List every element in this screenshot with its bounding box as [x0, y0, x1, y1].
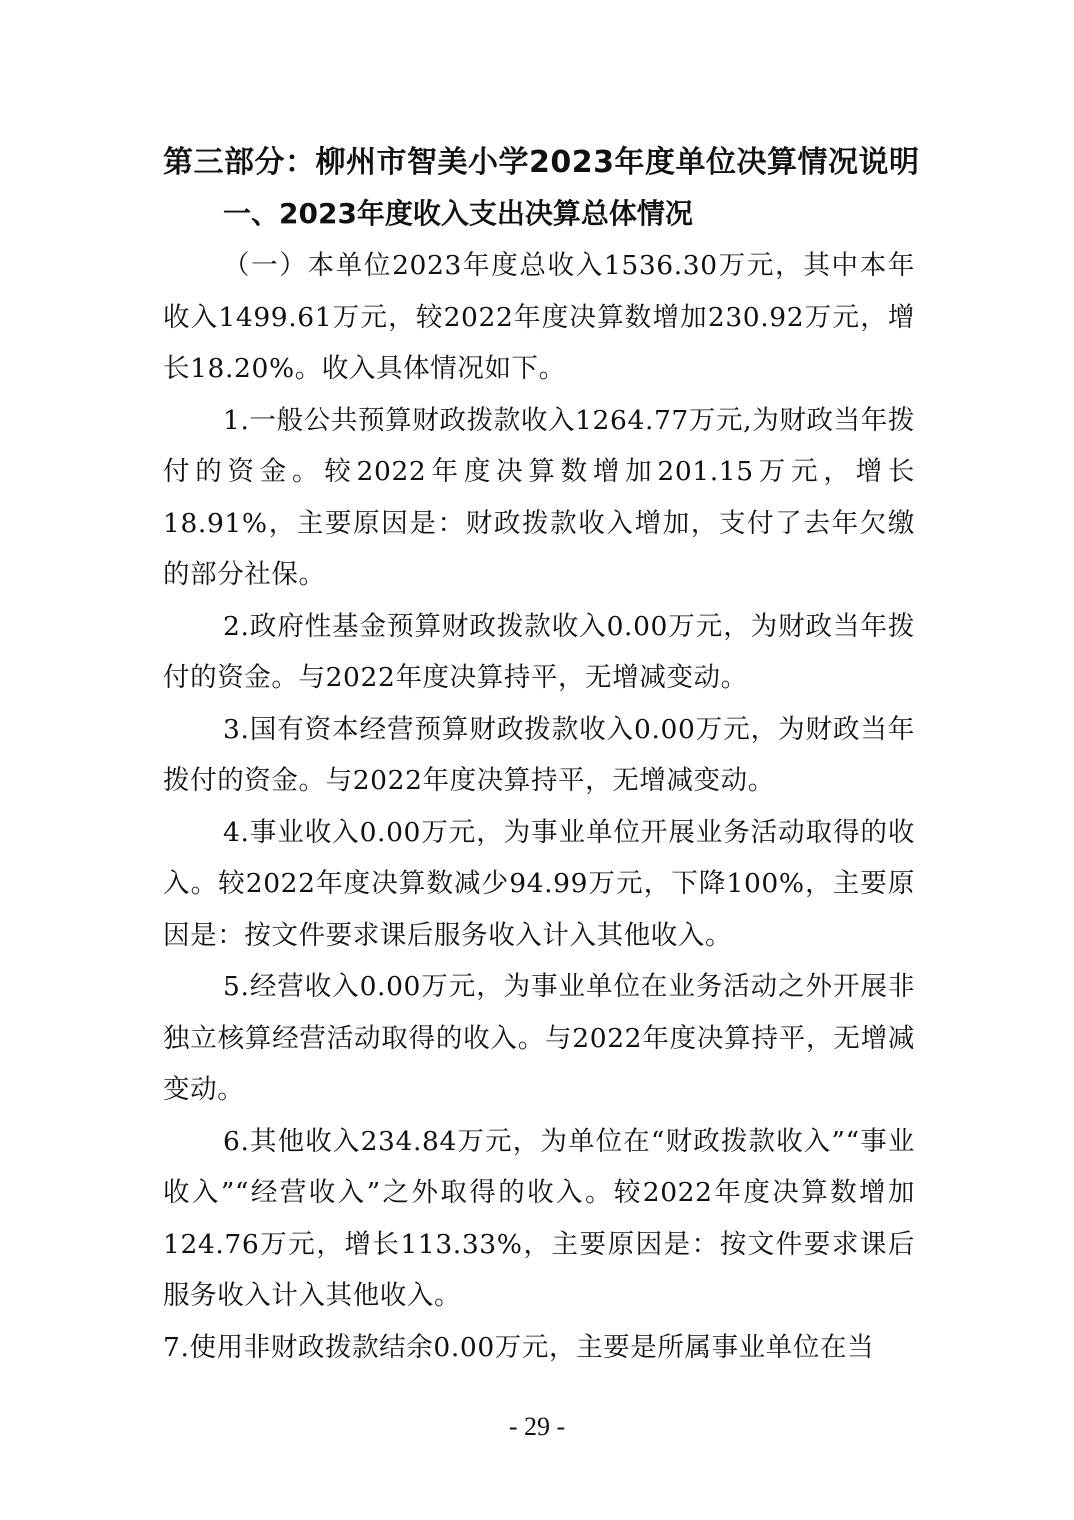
paragraph-general-budget-income: 1.一般公共预算财政拨款收入1264.77万元,为财政当年拨付的资金。较2022年度决算数增加201.15万元，增长18.91%，主要原因是：财政拨款收入增加，支付了去年欠缴的部分社保。: [163, 404, 915, 590]
page-content: [163, 138, 920, 1373]
section-heading: 一、2023年度收入支出决算总体情况: [223, 197, 693, 230]
paragraph-other-income: 6.其他收入234.84万元，为单位在“财政拨款收入”“事业收入”“经营收入”之外取得的收入。较2022年度决算数增加124.76万元，增长113.33%，主要原因是：按文件要求课后服务收入计入其他收入。: [163, 1125, 915, 1311]
paragraph-business-income: 4.事业收入0.00万元，为事业单位开展业务活动取得的收入。较2022年度决算数减少94.99万元，下降100%，主要原因是：按文件要求课后服务收入计入其他收入。: [163, 816, 915, 951]
paragraph-government-fund-income: 2.政府性基金预算财政拨款收入0.00万元，为财政当年拨付的资金。与2022年度决算持平，无增减变动。: [163, 610, 915, 693]
paragraph-total-income: （一）本单位2023年度总收入1536.30万元，其中本年收入1499.61万元，较2022年度决算数增加230.92万元，增长18.20%。收入具体情况如下。: [163, 250, 915, 384]
paragraph-non-fiscal-balance: 7.使用非财政拨款结余0.00万元，主要是所属事业单位在当: [163, 1331, 875, 1363]
paragraph-state-capital-income: 3.国有资本经营预算财政拨款收入0.00万元，为财政当年拨付的资金。与2022年度决算持平，无增减变动。: [163, 713, 915, 796]
page-number: - 29 -: [508, 1412, 566, 1441]
document-title: 第三部分：柳州市智美小学2023年度单位决算情况说明: [163, 145, 920, 180]
paragraph-operating-income: 5.经营收入0.00万元，为事业单位在业务活动之外开展非独立核算经营活动取得的收入。与2022年度决算持平，无增减变动。: [163, 971, 915, 1105]
